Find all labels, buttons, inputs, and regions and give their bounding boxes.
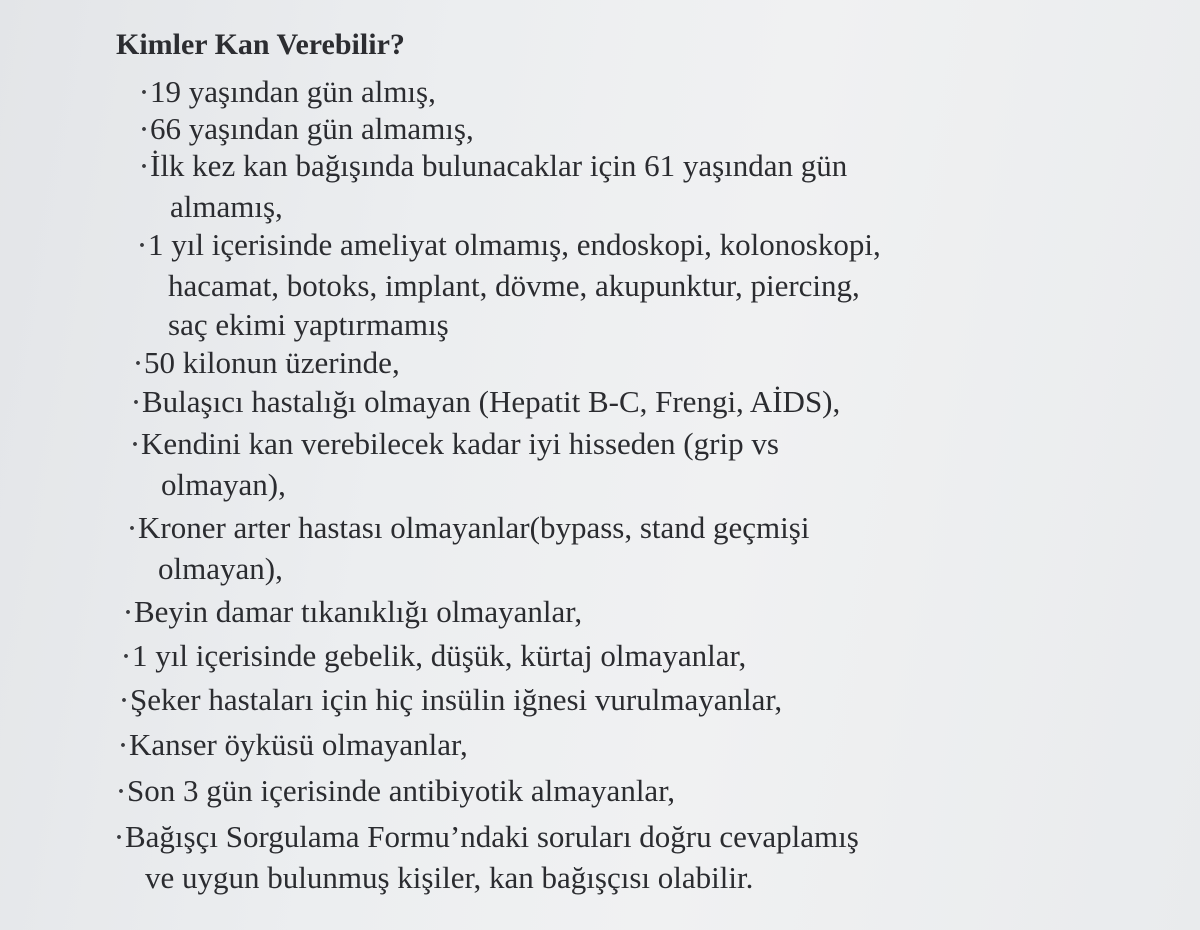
list-item-continuation: ve uygun bulunmuş kişiler, kan bağışçısı olabilir. xyxy=(145,860,754,895)
list-item-text: Bağışçı Sorgulama Formu’ndaki soruları doğru cevaplamış xyxy=(125,819,859,854)
list-item-text: Kanser öyküsü olmayanlar, xyxy=(129,727,468,762)
bullet-point: · xyxy=(120,688,129,714)
bullet-point: · xyxy=(138,233,147,259)
list-item xyxy=(128,508,809,588)
bullet-point: · xyxy=(122,644,131,670)
list-item xyxy=(140,72,436,113)
bullet-point: · xyxy=(124,600,133,626)
list-item-text: Kroner arter hastası olmayanlar(bypass, stand geçmişi xyxy=(138,510,810,545)
list-item xyxy=(131,424,779,504)
list-item xyxy=(117,771,675,812)
list-item xyxy=(119,725,468,766)
list-item xyxy=(122,636,746,677)
list-item xyxy=(132,382,840,423)
list-item-text: 1 yıl içerisinde gebelik, düşük, kürtaj olmayanlar, xyxy=(132,638,747,673)
list-item-text: Şeker hastaları için hiç insülin iğnesi vurulmayanlar, xyxy=(130,682,783,717)
bullet-point: · xyxy=(140,154,149,180)
bullet-point: · xyxy=(115,825,124,851)
list-item-text: 19 yaşından gün almış, xyxy=(150,74,436,109)
bullet-point: · xyxy=(128,516,137,542)
list-item xyxy=(124,592,582,633)
list-item-text: Bulaşıcı hastalığı olmayan (Hepatit B-C, Frengi, AİDS), xyxy=(142,384,841,419)
list-item xyxy=(115,817,859,897)
list-item-text: Kendini kan verebilecek kadar iyi hisseden (grip vs xyxy=(141,426,779,461)
list-item-continuation: saç ekimi yaptırmamış xyxy=(168,307,449,342)
list-item xyxy=(138,225,881,344)
list-item-continuation: hacamat, botoks, implant, dövme, akupunktur, piercing, xyxy=(168,268,860,303)
list-item-text: Beyin damar tıkanıklığı olmayanlar, xyxy=(134,594,583,629)
list-item-text: 50 kilonun üzerinde, xyxy=(144,345,400,380)
bullet-point: · xyxy=(134,351,143,377)
document-title: Kimler Kan Verebilir? xyxy=(116,28,405,61)
bullet-point: · xyxy=(119,733,128,759)
list-item-continuation: almamış, xyxy=(170,189,283,224)
bullet-point: · xyxy=(140,80,149,106)
bullet-point: · xyxy=(140,117,149,143)
list-item-text: Son 3 gün içerisinde antibiyotik almayanlar, xyxy=(127,773,676,808)
bullet-point: · xyxy=(132,390,141,416)
list-item xyxy=(140,146,847,226)
list-item-continuation: olmayan), xyxy=(161,467,286,502)
list-item xyxy=(134,343,400,384)
list-item xyxy=(140,109,474,150)
bullet-point: · xyxy=(117,779,126,805)
list-item xyxy=(120,680,782,721)
list-item-text: 66 yaşından gün almamış, xyxy=(150,111,474,146)
list-item-text: 1 yıl içerisinde ameliyat olmamış, endoskopi, kolonoskopi, xyxy=(148,227,881,262)
list-item-continuation: olmayan), xyxy=(158,551,283,586)
bullet-point: · xyxy=(131,432,140,458)
list-item-text: İlk kez kan bağışında bulunacaklar için 61 yaşından gün xyxy=(150,148,848,183)
